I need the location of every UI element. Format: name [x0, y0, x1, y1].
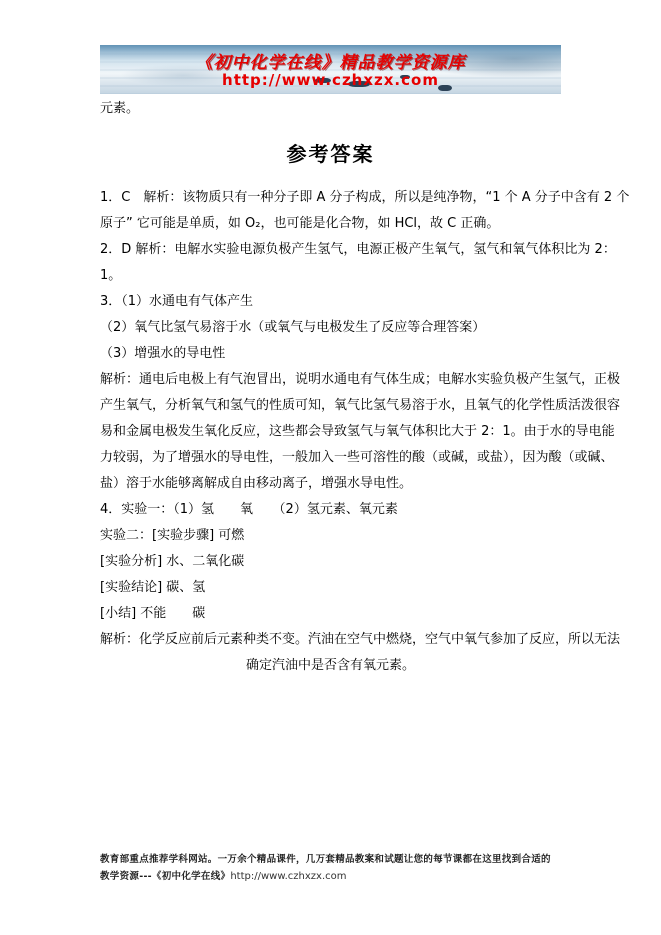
- doc-line: 解析：化学反应前后元素种类不变。汽油在空气中燃烧，空气中氧气参加了反应，所以无法: [100, 632, 621, 647]
- doc-line: 力较弱，为了增强水的导电性，一般加入一些可溶性的酸（或碱，或盐），因为酸（或碱、: [100, 450, 614, 465]
- doc-line: 实验二：[实验步骤] 可燃: [100, 528, 245, 543]
- footer-source-prefix: 教学资源---《初中化学在线》: [100, 871, 231, 882]
- banner-site-title: 《初中化学在线》精品教学资源库: [195, 53, 466, 73]
- doc-line: [小结] 不能 碳: [100, 606, 206, 621]
- footer-site-url: http://www.czhxzx.com: [230, 871, 347, 882]
- doc-line: 1．C 解析：该物质只有一种分子即 A 分子构成，所以是纯净物，“1 个 A 分子中含有 2 个: [100, 190, 630, 205]
- page-title: 参考答案: [286, 142, 375, 166]
- banner-image: [100, 45, 561, 94]
- page-footer: [100, 851, 570, 885]
- paragraph-tail: 元素。: [100, 101, 140, 116]
- doc-line: 易和金属电极发生氧化反应，这些都会导致氢气与氧气体积比大于 2：1。由于水的导电能: [100, 424, 615, 439]
- doc-line: 确定汽油中是否含有氧元素。: [245, 658, 415, 673]
- doc-line: [实验结论] 碳、氢: [100, 580, 206, 595]
- footer-promo-line: 教育部重点推荐学科网站。一万余个精品课件，几万套精品教案和试题让您的每节课都在这里找到合适的: [100, 854, 551, 865]
- doc-line: 4．实验一：（1）氢 氧 （2）氢元素、氧元素: [100, 502, 398, 517]
- doc-line: 原子” 它可能是单质，如 O₂，也可能是化合物，如 HCl，故 C 正确。: [100, 216, 500, 231]
- doc-line: 2．D 解析：电解水实验电源负极产生氢气，电源正极产生氧气，氢气和氧气体积比为 2：: [100, 242, 616, 257]
- doc-line: 解析：通电后电极上有气泡冒出，说明水通电有气体生成；电解水实验负极产生氢气，正极: [100, 372, 621, 387]
- doc-line: 1。: [100, 268, 122, 283]
- doc-lines: [100, 185, 630, 679]
- doc-line: [实验分析] 水、二氧化碳: [100, 554, 245, 569]
- doc-line: 3．（1）水通电有气体产生: [100, 294, 254, 309]
- document-body: [100, 99, 630, 679]
- footer-source-line: [100, 868, 570, 885]
- doc-line: （2）氧气比氢气易溶于水（或氧气与电极发生了反应等合理答案）: [100, 320, 486, 335]
- doc-line: （3）增强水的导电性: [100, 346, 226, 361]
- banner-site-url: http://www.czhxzx.com: [222, 71, 439, 89]
- doc-line: 盐）溶于水能够离解成自由移动离子，增强水导电性。: [100, 476, 413, 491]
- doc-line: 产生氧气，分析氧气和氢气的性质可知，氧气比氢气易溶于水，且氧气的化学性质活泼很容: [100, 398, 621, 413]
